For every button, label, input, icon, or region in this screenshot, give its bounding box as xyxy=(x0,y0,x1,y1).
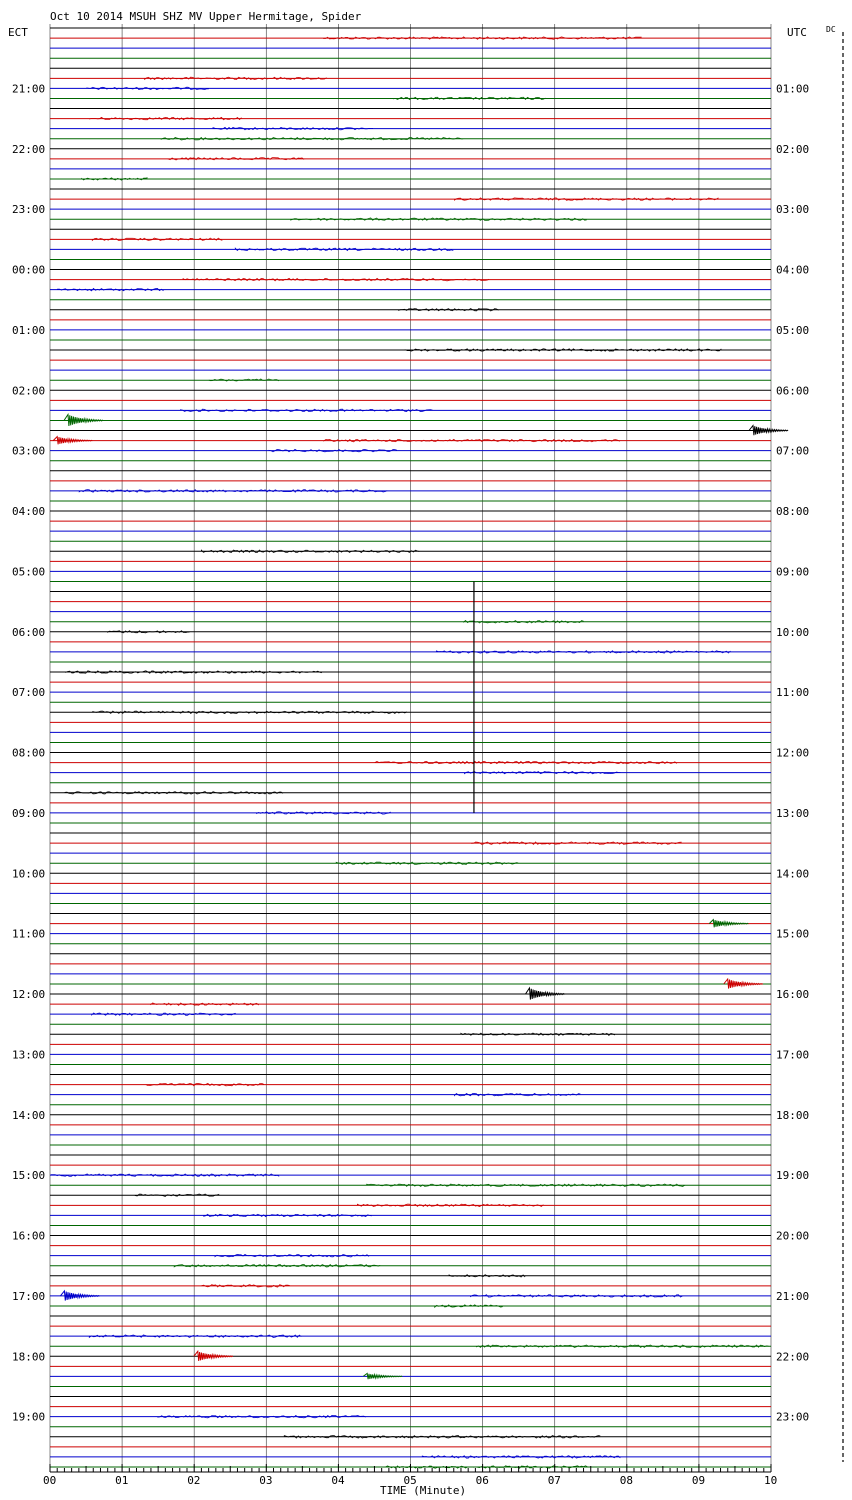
hour-label-right: 12:00 xyxy=(776,746,810,760)
hour-label-left: 08:00 xyxy=(12,746,46,760)
hour-label-left: 01:00 xyxy=(12,323,46,337)
hour-label-right: 10:00 xyxy=(776,625,810,639)
hour-label-right: 01:00 xyxy=(776,82,810,96)
hour-label-left: 18:00 xyxy=(12,1350,46,1364)
hour-label-left: 11:00 xyxy=(12,927,46,941)
x-tick-label: 09 xyxy=(691,1474,706,1487)
hour-label-right: 08:00 xyxy=(776,505,810,519)
noise-trace-118 xyxy=(204,1214,372,1216)
hour-label-left: 02:00 xyxy=(12,384,46,398)
hour-label-left: 16:00 xyxy=(12,1229,46,1243)
hour-label-left: 22:00 xyxy=(12,142,46,156)
event-5 xyxy=(526,988,565,1000)
hour-label-right: 23:00 xyxy=(776,1410,810,1424)
noise-trace-74 xyxy=(465,772,621,774)
hour-label-right: 06:00 xyxy=(776,384,810,398)
event-2 xyxy=(749,426,788,436)
event-4 xyxy=(709,920,748,928)
hour-label-right: 03:00 xyxy=(776,203,810,217)
x-tick-label: 02 xyxy=(187,1474,201,1487)
x-axis-label: TIME (Minute) xyxy=(380,1484,467,1497)
hour-label-right: 21:00 xyxy=(776,1289,810,1303)
x-tick-label: 01 xyxy=(115,1474,129,1487)
noise-trace-68 xyxy=(93,711,407,713)
event-7 xyxy=(194,1351,233,1361)
right-timezone-label: UTC xyxy=(787,26,807,39)
event-6 xyxy=(60,1291,99,1301)
hour-label-right: 14:00 xyxy=(776,867,810,881)
hour-label-right: 17:00 xyxy=(776,1048,810,1062)
dc-label: DC xyxy=(826,25,836,34)
hour-label-left: 10:00 xyxy=(12,867,46,881)
hour-label-left: 17:00 xyxy=(12,1289,46,1303)
hour-label-right: 04:00 xyxy=(776,263,810,277)
hour-label-right: 02:00 xyxy=(776,142,810,156)
hour-label-right: 13:00 xyxy=(776,806,810,820)
minute-gridlines xyxy=(50,24,771,1471)
noise-trace-59 xyxy=(464,621,584,623)
x-tick-label: 08 xyxy=(619,1474,634,1487)
event-1 xyxy=(53,437,92,445)
seismic-events xyxy=(53,415,788,1380)
hour-label-left: 14:00 xyxy=(12,1108,46,1122)
x-tick-label: 10 xyxy=(764,1474,778,1487)
hour-label-right: 16:00 xyxy=(776,988,810,1002)
hour-label-right: 09:00 xyxy=(776,565,810,579)
hour-label-left: 04:00 xyxy=(12,505,46,519)
noise-trace-123 xyxy=(174,1265,380,1267)
hour-label-right: 15:00 xyxy=(776,927,810,941)
x-tick-label: 06 xyxy=(475,1474,489,1487)
event-3 xyxy=(724,979,763,989)
hour-label-right: 19:00 xyxy=(776,1169,810,1183)
hour-label-right: 22:00 xyxy=(776,1350,810,1364)
left-timezone-label: ECT xyxy=(8,26,28,39)
x-tick-label: 04 xyxy=(331,1474,345,1487)
hour-label-left: 06:00 xyxy=(12,625,46,639)
event-8 xyxy=(363,1373,402,1379)
x-tick-label: 05 xyxy=(403,1474,417,1487)
hour-label-left: 15:00 xyxy=(12,1169,46,1183)
hour-label-left: 12:00 xyxy=(12,988,46,1002)
hour-label-left: 13:00 xyxy=(12,1048,46,1062)
hour-label-left: 09:00 xyxy=(12,806,46,820)
hour-label-left: 00:00 xyxy=(12,263,46,277)
hour-label-left: 07:00 xyxy=(12,686,46,700)
hour-label-right: 11:00 xyxy=(776,686,810,700)
hour-label-right: 07:00 xyxy=(776,444,810,458)
hour-label-right: 20:00 xyxy=(776,1229,810,1243)
x-tick-label: 03 xyxy=(259,1474,273,1487)
hour-label-left: 03:00 xyxy=(12,444,46,458)
hour-label-right: 05:00 xyxy=(776,323,810,337)
hour-label-right: 18:00 xyxy=(776,1108,810,1122)
hour-label-left: 05:00 xyxy=(12,565,46,579)
x-tick-label: 00 xyxy=(43,1474,57,1487)
chart-title: Oct 10 2014 MSUH SHZ MV Upper Hermitage, Spider xyxy=(50,10,362,23)
hour-label-left: 23:00 xyxy=(12,203,46,217)
hour-label-left: 19:00 xyxy=(12,1410,46,1424)
event-0 xyxy=(64,415,103,427)
x-tick-label: 07 xyxy=(547,1474,561,1487)
hour-label-left: 21:00 xyxy=(12,82,46,96)
